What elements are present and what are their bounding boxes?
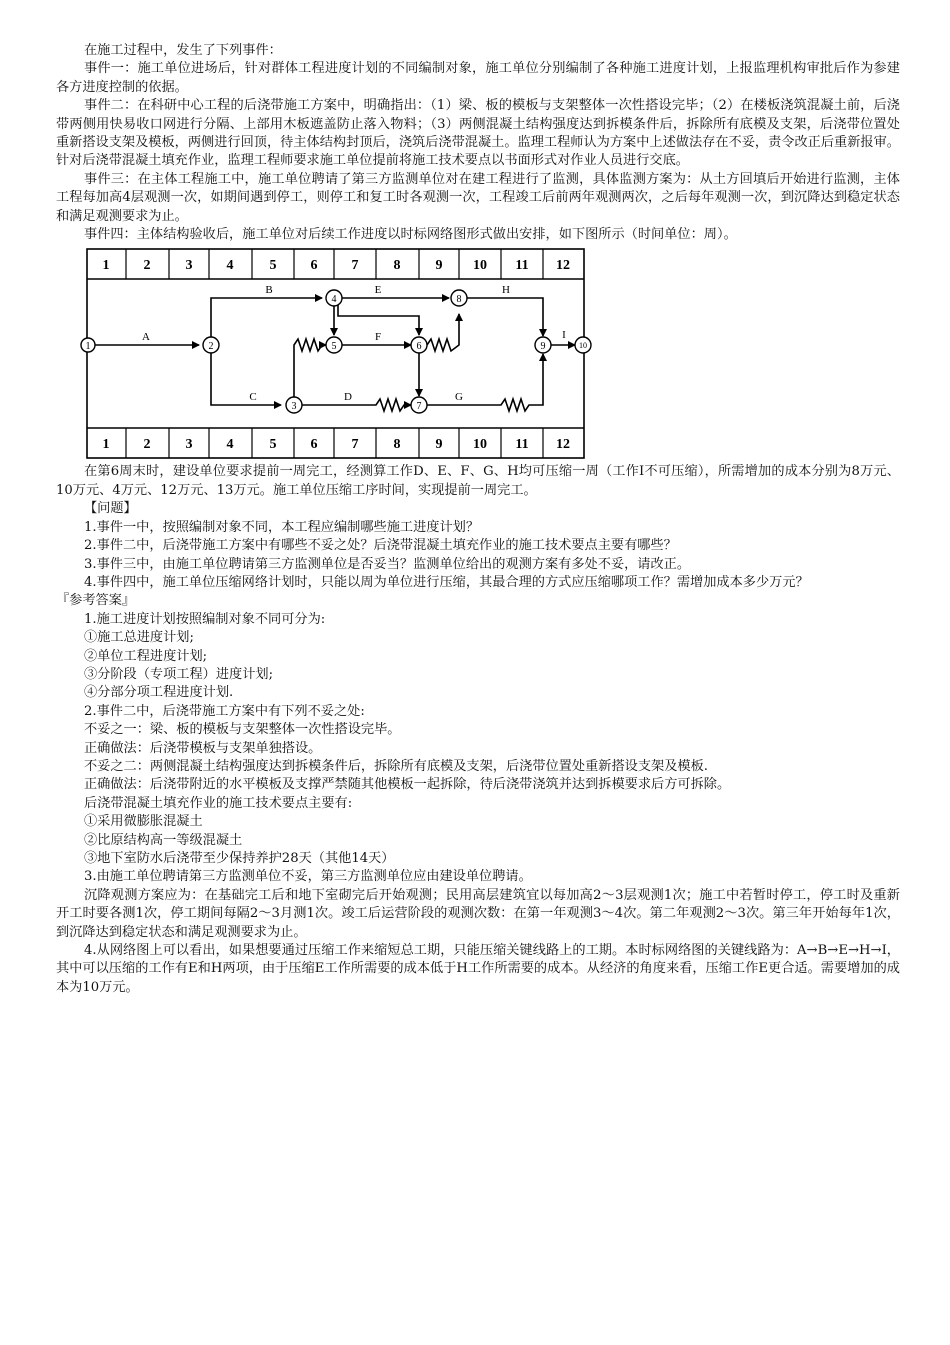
week-label-bottom: 11 xyxy=(515,437,529,453)
activity-c-arrow xyxy=(211,351,281,405)
node-2: 2 xyxy=(208,341,214,353)
week-label-bottom: 9 xyxy=(435,437,443,453)
answer-1-item: ①施工总进度计划; xyxy=(84,630,194,646)
answer-2-line: 正确做法：后浇带附近的水平模板及支撑严禁随其他模板一起拆除，待后浇带浇筑并达到拆模要求后方可拆除。 xyxy=(84,777,731,793)
node-5: 5 xyxy=(331,341,337,353)
week-label-top: 11 xyxy=(515,258,529,274)
week-label-bottom: 8 xyxy=(393,437,401,453)
answer-2-line: ②比原结构高一等级混凝土 xyxy=(84,832,243,848)
intro-lead: 在施工过程中，发生了下列事件： xyxy=(84,43,282,58)
week-label-top: 10 xyxy=(473,258,487,274)
after-diagram-text: 在第6周末时，建设单位要求提前一周完工，经测算工作D、E、F、G、H均可压缩一周（工作I不可压缩），所需增加的成本分别为8万元、10万元、4万元、12万元、13万元。施工单位压缩工序时间，实现提前一周完工。 xyxy=(56,464,900,498)
week-label-bottom: 4 xyxy=(226,437,234,453)
week-label-top: 9 xyxy=(435,258,443,274)
activity-d-arrow xyxy=(301,399,411,411)
answer-2-title: 2.事件二中，后浇带施工方案中有下列不妥之处: xyxy=(84,703,365,719)
week-label-top: 1 xyxy=(102,258,110,274)
week-label-top: 7 xyxy=(351,258,359,274)
document-page xyxy=(56,42,900,997)
week-label-bottom: 6 xyxy=(310,437,318,453)
node-7: 7 xyxy=(416,401,422,413)
activity-label: B xyxy=(265,284,273,297)
activity-label: A xyxy=(142,331,150,344)
dummy-arrow-3-5 xyxy=(294,339,326,398)
activity-label: H xyxy=(502,284,510,297)
answer-2-line: 不妥之一：梁、板的模板与支架整体一次性搭设完毕。 xyxy=(84,722,401,738)
activity-label: F xyxy=(374,331,382,344)
event-2: 事件二：在科研中心工程的后浇带施工方案中，明确指出：（1）梁、板的模板与支架整体一次性搭设完毕；（2）在楼板浇筑混凝土前，后浇带两侧用快易收口网进行分隔、上部用木板遮盖防止落入物料；（3）两侧混凝土结构强度达到拆模条件后，拆除所有底模及支架，后浇带位置处重新搭设支架及模板，两侧进行回顶，待主体结构封顶后，浇筑后浇带混凝土。监理工程师认为方案中上述做法存在不妥，责令改正后重新报审。针对后浇带混凝土填充作业，监理工程师要求施工单位提前将施工技术要点以书面形式对作业人员进行交底。 xyxy=(56,98,900,169)
question-4: 4.事件四中，施工单位压缩网络计划时，只能以周为单位进行压缩，其最合理的方式应压缩哪项工作？需增加成本多少万元？ xyxy=(84,574,809,590)
week-label-bottom: 7 xyxy=(351,437,359,453)
activity-g-arrow xyxy=(427,354,543,411)
node-1: 1 xyxy=(85,341,91,353)
event-1: 事件一：施工单位进场后，针对群体工程进度计划的不同编制对象，施工单位分别编制了各种施工进度计划，上报监理机构审批后作为参建各方进度控制的依据。 xyxy=(56,61,900,95)
week-label-bottom: 2 xyxy=(143,437,151,453)
question-1: 1.事件一中，按照编制对象不同，本工程应编制哪些施工进度计划？ xyxy=(84,519,480,535)
activity-label: D xyxy=(344,391,352,404)
answer-2-line: 正确做法：后浇带模板与支架单独搭设。 xyxy=(84,740,322,756)
week-label-top: 6 xyxy=(310,258,318,274)
event-4: 事件四：主体结构验收后，施工单位对后续工作进度以时标网络图形式做出安排，如下图所示（时间单位：周）。 xyxy=(84,227,737,243)
activity-b-arrow xyxy=(211,298,322,339)
answer-2-line: 不妥之二：两侧混凝土结构强度达到拆模条件后，拆除所有底模及支架，后浇带位置处重新搭设支架及模板. xyxy=(84,758,709,774)
week-label-bottom: 3 xyxy=(185,437,193,453)
node-3: 3 xyxy=(291,401,297,413)
answer-1-title: 1.施工进度计划按照编制对象不同可分为: xyxy=(84,611,326,627)
activity-label: E xyxy=(374,284,382,297)
answer-2-line: ①采用微膨胀混凝土 xyxy=(84,814,203,830)
week-label-bottom: 10 xyxy=(473,437,487,453)
answer-4: 4.从网络图上可以看出，如果想要通过压缩工作来缩短总工期，只能压缩关键线路上的工期。本时标网络图的关键线路为：A→B→E→H→I，其中可以压缩的工作有E和H两项，由于压缩E工作所需要的成本低于H工作所需要的成本。从经济的角度来看，压缩工作E更合适。需要增加的成本为10万元。 xyxy=(56,943,900,995)
time-scaled-network-diagram xyxy=(86,248,586,460)
event-3: 事件三：在主体工程施工中，施工单位聘请了第三方监测单位对在建工程进行了监测，具体监测方案为：从土方回填后开始进行监测，主体工程每加高4层观测一次，如期间遇到停工，则停工和复工时各观测一次，工程竣工后前两年观测两次，之后每年观测一次，到沉降达到稳定状态和满足观测要求为止。 xyxy=(56,171,900,224)
week-label-top: 3 xyxy=(185,258,193,274)
dummy-arrow-6-8 xyxy=(427,314,459,351)
answer-1-item: ④分部分项工程进度计划. xyxy=(84,685,234,701)
questions-heading: 【问题】 xyxy=(84,501,137,517)
answer-1-item: ③分阶段（专项工程）进度计划; xyxy=(84,666,274,682)
node-4: 4 xyxy=(331,294,337,306)
node-6: 6 xyxy=(416,341,422,353)
week-label-top: 5 xyxy=(269,258,277,274)
node-10: 10 xyxy=(579,341,587,351)
week-label-bottom: 12 xyxy=(556,437,570,453)
question-3: 3.事件三中，由施工单位聘请第三方监测单位是否妥当？监测单位给出的观测方案有多处不妥，请改正。 xyxy=(84,556,691,572)
node-8: 8 xyxy=(456,294,462,306)
answer-2-line: ③地下室防水后浇带至少保持养护28天（其他14天） xyxy=(84,851,395,866)
week-label-top: 4 xyxy=(226,258,234,274)
question-2: 2.事件二中，后浇带施工方案中有哪些不妥之处？后浇带混凝土填充作业的施工技术要点主要有哪些？ xyxy=(84,538,677,554)
answer-3-title: 3.由施工单位聘请第三方监测单位不妥，第三方监测单位应由建设单位聘请。 xyxy=(84,869,532,885)
activity-label: I xyxy=(562,329,566,342)
activity-h-arrow xyxy=(467,298,543,336)
activity-label: C xyxy=(249,391,257,404)
answer-2-line: 后浇带混凝土填充作业的施工技术要点主要有: xyxy=(84,795,353,811)
answer-1-item: ②单位工程进度计划; xyxy=(84,648,208,664)
week-label-top: 2 xyxy=(143,258,151,274)
answers-heading: 『参考答案』 xyxy=(56,593,136,609)
week-label-top: 8 xyxy=(393,258,401,274)
week-label-top: 12 xyxy=(556,258,570,274)
week-label-bottom: 5 xyxy=(269,437,277,453)
activity-label: G xyxy=(455,391,463,404)
answer-3-body: 沉降观测方案应为：在基础完工后和地下室砌完后开始观测；民用高层建筑宜以每加高2～3层观测1次；施工中若暂时停工，停工时及重新开工时要各测1次，停工期间每隔2～3月测1次。竣工后运营阶段的观测次数：在第一年观测3～4次。第二年观测2～3次。第三年开始每年1次，到沉降达到稳定状态和满足观测要求为止。 xyxy=(56,887,900,940)
node-9: 9 xyxy=(540,341,546,353)
week-label-bottom: 1 xyxy=(102,437,110,453)
